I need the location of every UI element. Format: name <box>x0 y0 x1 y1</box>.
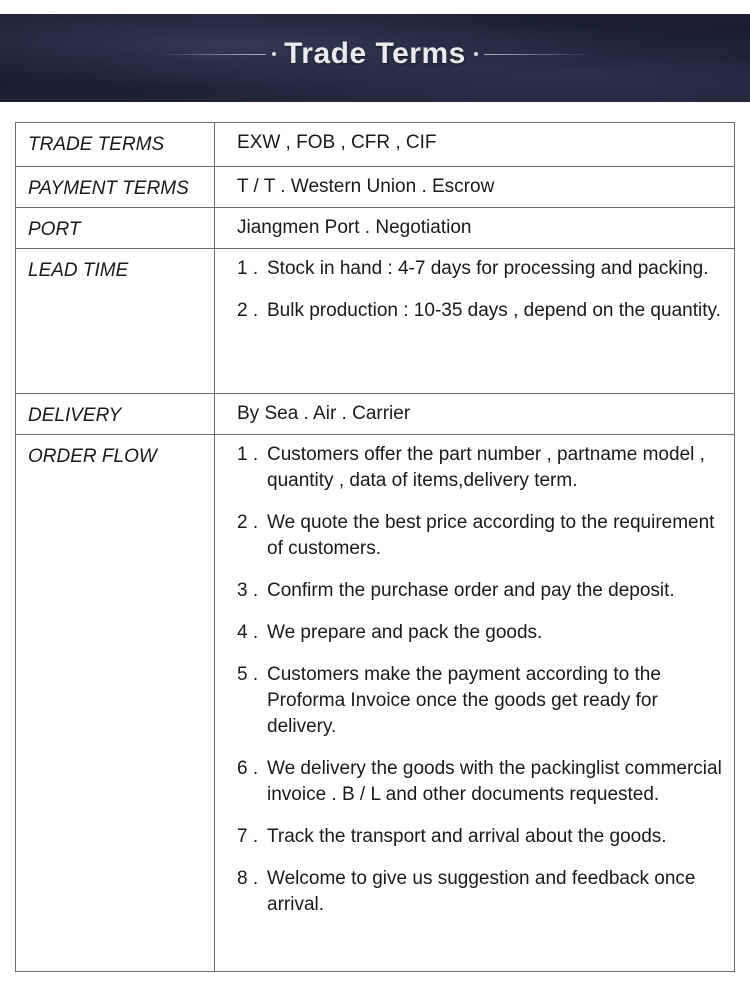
row-label-lead-time: LEAD TIME <box>16 249 215 394</box>
list-item <box>237 824 726 850</box>
list-item-text: Customers make the payment according to the Proforma Invoice once the goods get ready for delivery. <box>267 664 661 737</box>
row-value-delivery: By Sea . Air . Carrier <box>215 394 735 435</box>
list-item <box>237 298 726 324</box>
list-item <box>237 620 726 646</box>
trade-terms-table <box>15 122 735 972</box>
table-row-trade-terms <box>16 123 735 167</box>
list-item-text: Confirm the purchase order and pay the deposit. <box>267 580 675 601</box>
list-item-number: 1 . <box>237 258 259 279</box>
banner-right-dot <box>474 52 478 56</box>
row-value-trade-terms: EXW , FOB , CFR , CIF <box>215 123 735 167</box>
list-item-number: 2 . <box>237 300 259 321</box>
table-row-port <box>16 208 735 249</box>
list-item-text: Customers offer the part number , partname model , quantity , data of items,delivery term. <box>267 444 705 491</box>
list-item-text: We delivery the goods with the packinglist commercial invoice . B / L and other documents requested. <box>267 758 722 805</box>
banner-left-line <box>156 54 266 55</box>
banner-title-group <box>0 14 750 94</box>
row-label-port: PORT <box>16 208 215 249</box>
list-item <box>237 578 726 604</box>
list-item-text: Track the transport and arrival about the goods. <box>267 826 667 847</box>
order-flow-list <box>237 442 726 918</box>
table-row-order-flow <box>16 435 735 972</box>
row-label-delivery: DELIVERY <box>16 394 215 435</box>
table-row-delivery <box>16 394 735 435</box>
row-value-lead-time <box>215 249 735 394</box>
lead-time-list <box>237 256 726 324</box>
list-item-text: Welcome to give us suggestion and feedback once arrival. <box>267 868 696 915</box>
table-row-lead-time <box>16 249 735 394</box>
row-value-payment-terms: T / T . Western Union . Escrow <box>215 167 735 208</box>
row-value-port: Jiangmen Port . Negotiation <box>215 208 735 249</box>
list-item <box>237 662 726 740</box>
list-item-number: 3 . <box>237 580 259 601</box>
list-item-text: Stock in hand : 4-7 days for processing and packing. <box>267 258 709 279</box>
page-title: Trade Terms <box>284 37 466 70</box>
list-item-number: 8 . <box>237 868 259 889</box>
list-item <box>237 756 726 808</box>
list-item-number: 5 . <box>237 664 259 685</box>
list-item-number: 4 . <box>237 622 259 643</box>
list-item-text: We prepare and pack the goods. <box>267 622 543 643</box>
list-item-number: 7 . <box>237 826 259 847</box>
list-item-number: 1 . <box>237 444 259 465</box>
row-label-payment-terms: PAYMENT TERMS <box>16 167 215 208</box>
list-item <box>237 866 726 918</box>
list-item <box>237 256 726 282</box>
table-row-payment-terms <box>16 167 735 208</box>
list-item <box>237 442 726 494</box>
list-item-number: 2 . <box>237 512 259 533</box>
list-item-number: 6 . <box>237 758 259 779</box>
header-banner <box>0 14 750 102</box>
list-item-text: We quote the best price according to the requirement of customers. <box>267 512 715 559</box>
list-item-text: Bulk production : 10-35 days , depend on the quantity. <box>267 300 721 321</box>
banner-left-dot <box>272 52 276 56</box>
row-value-order-flow <box>215 435 735 972</box>
row-label-order-flow: ORDER FLOW <box>16 435 215 972</box>
list-item <box>237 510 726 562</box>
banner-right-line <box>484 54 594 55</box>
row-label-trade-terms: TRADE TERMS <box>16 123 215 167</box>
